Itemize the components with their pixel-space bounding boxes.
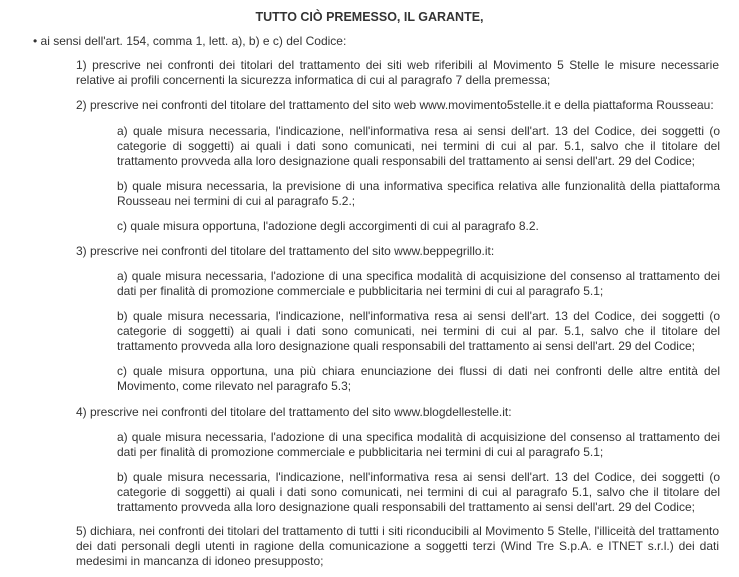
section-heading: TUTTO CIÒ PREMESSO, IL GARANTE, [255,10,484,24]
item-3a: a) quale misura necessaria, l'adozione di una specifica modalità di acquisizione del consenso al trattamento dei dati per finalità di promozione commerciale e pubblicitaria nei termini di cui al paragrafo 5.1; [117,269,720,298]
intro-bullet: • ai sensi dell'art. 154, comma 1, lett. a), b) e c) del Codice: [33,34,347,48]
item-5: 5) dichiara, nei confronti dei titolari del trattamento di tutti i siti riconducibili al Movimento 5 Stelle, l'illiceità del trattamento dei dati personali degli utenti in ragione della comunicazione a soggetti terzi (Wind Tre S.p.A. e ITNET s.r.l.) dei dati medesimi in mancanza di idoneo presupposto; [76,524,719,568]
item-2a: a) quale misura necessaria, l'indicazione, nell'informativa resa ai sensi dell'art. 13 del Codice, dei soggetti (o categorie di soggetti) ai quali i dati sono comunicati, nei termini di cui al par. 5.1, salvo che il titolare del trattamento provveda alla loro designazione quali responsabili del trattamento ai sensi dell'art. 29 del Codice; [117,124,720,168]
item-4a: a) quale misura necessaria, l'adozione di una specifica modalità di acquisizione del consenso al trattamento dei dati per finalità di promozione commerciale e pubblicitaria nei termini di cui al paragrafo 5.1; [117,430,720,459]
item-2c: c) quale misura opportuna, l'adozione degli accorgimenti di cui al paragrafo 8.2. [117,219,539,233]
item-3b: b) quale misura necessaria, l'indicazione, nell'informativa resa ai sensi dell'art. 13 del Codice, dei soggetti (o categorie di soggetti) ai quali i dati sono comunicati, nei termini di cui al par. 5.1, salvo che il titolare del trattamento provveda alla loro designazione quali responsabili del trattamento ai sensi dell'art. 29 del Codice; [117,309,720,353]
item-4b: b) quale misura necessaria, l'indicazione, nell'informativa resa ai sensi dell'art. 13 del Codice, dei soggetti (o categorie di soggetti) ai quali i dati sono comunicati, nei termini di cui al paragrafo 5.1, salvo che il titolare del trattamento provveda alla loro designazione quali responsabili del trattamento ai sensi dell'art. 29 del Codice; [117,470,720,514]
item-3: 3) prescrive nei confronti del titolare del trattamento del sito www.beppegrillo.it: [76,244,495,258]
item-3c: c) quale misura opportuna, una più chiara enunciazione dei flussi di dati nei confronti delle altre entità del Movimento, come rilevato nel paragrafo 5.3; [117,364,720,393]
item-4: 4) prescrive nei confronti del titolare del trattamento del sito www.blogdellestelle.it: [76,405,512,419]
item-2: 2) prescrive nei confronti del titolare del trattamento del sito web www.movimento5stelle.it e della piattaforma Rousseau: [76,98,714,112]
item-2b: b) quale misura necessaria, la previsione di una informativa specifica relativa alle funzionalità della piattaforma Rousseau nei termini di cui al paragrafo 5.2.; [117,179,720,208]
item-1: 1) prescrive nei confronti dei titolari del trattamento dei siti web riferibili al Movimento 5 Stelle le misure necessarie relative ai profili concernenti la sicurezza informatica di cui al paragrafo 7 della premessa; [76,58,719,87]
